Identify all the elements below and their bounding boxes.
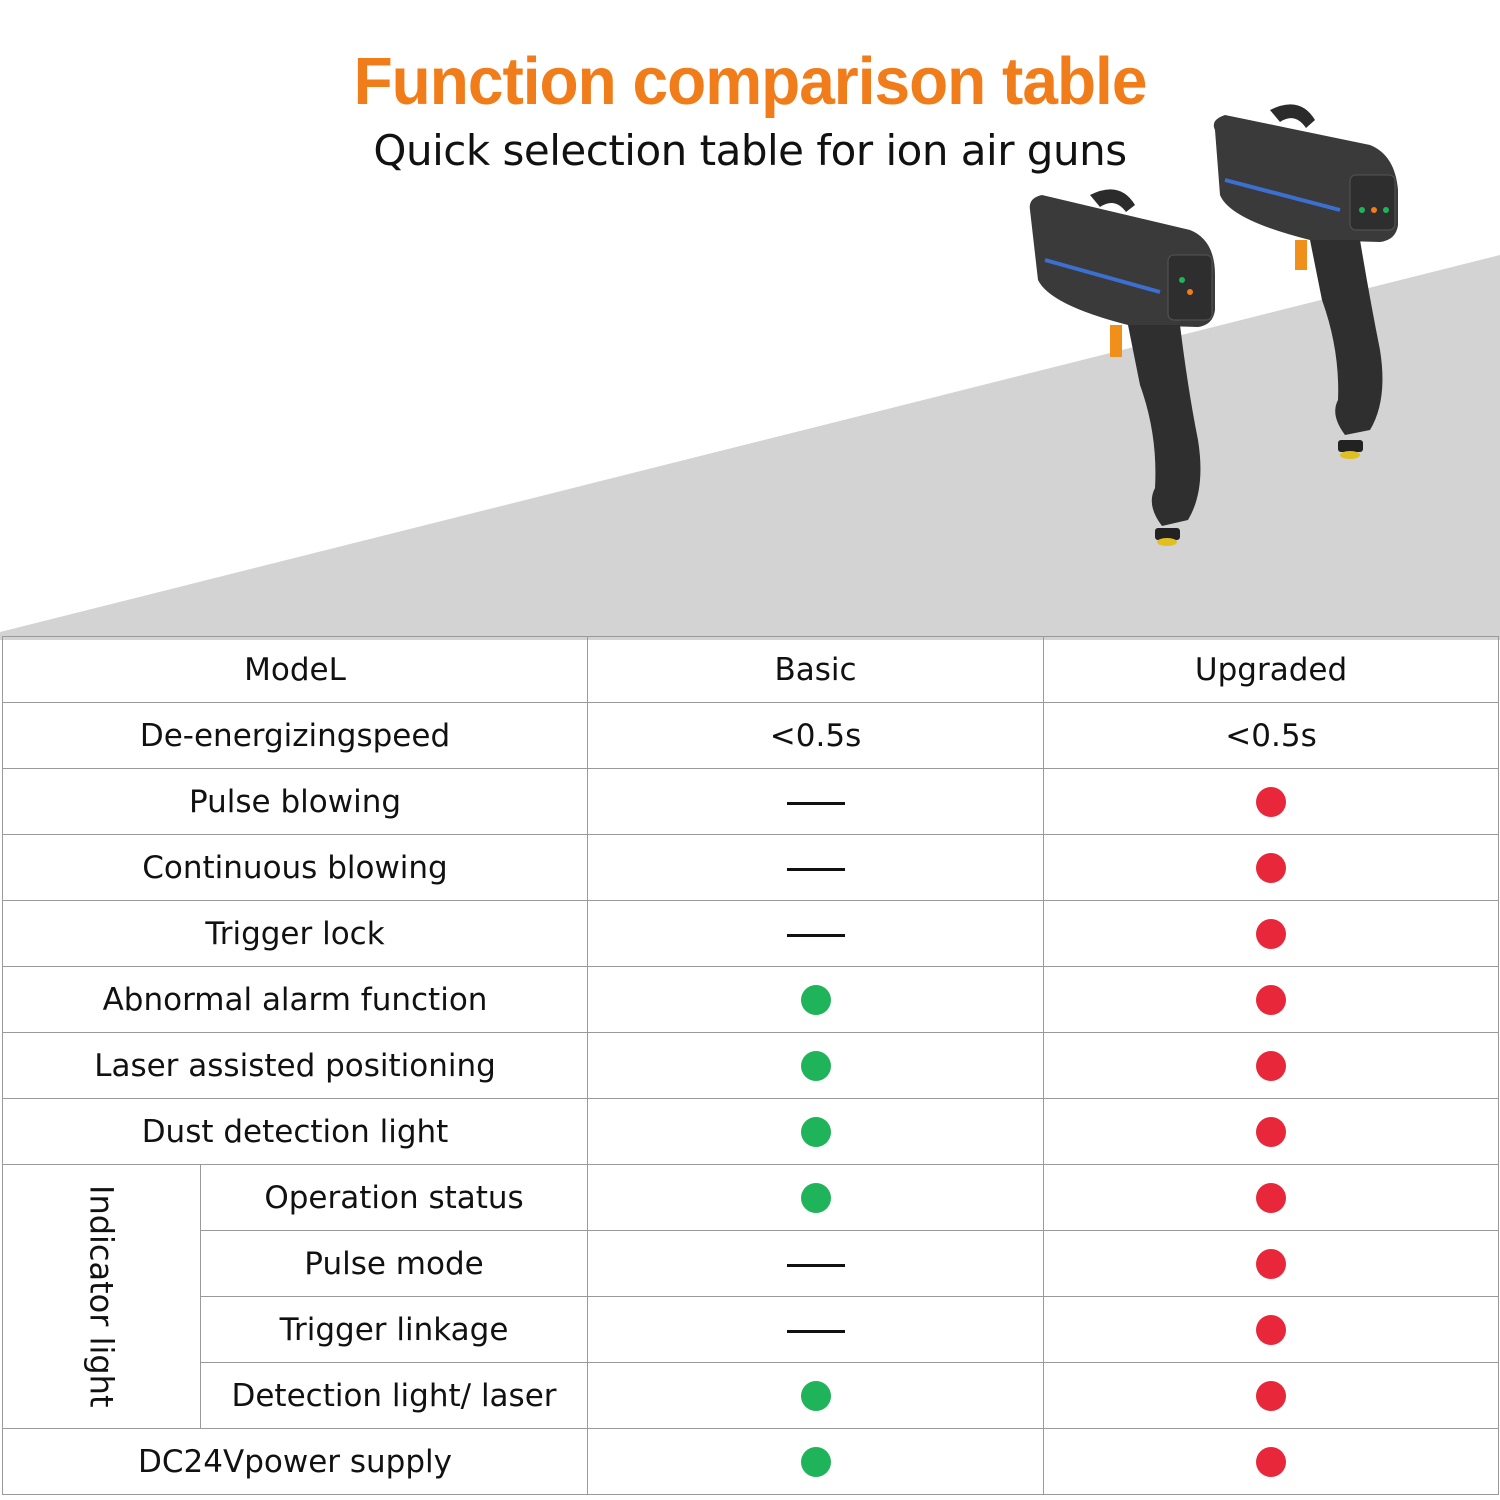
red-dot-icon (1256, 1117, 1286, 1147)
table-row (3, 1297, 1499, 1363)
table-cell (1044, 835, 1499, 901)
table-row (3, 703, 1499, 769)
table-row (3, 1099, 1499, 1165)
red-dot-icon (1256, 1051, 1286, 1081)
table-header-row (3, 637, 1499, 703)
header-basic-text: Basic (774, 651, 857, 688)
row-label (3, 967, 588, 1033)
row-label (201, 1165, 588, 1231)
row-label-text: Continuous blowing (142, 849, 448, 886)
table-cell (588, 835, 1044, 901)
dash-icon (787, 1264, 845, 1267)
table-cell (1044, 769, 1499, 835)
table-cell (1044, 1033, 1499, 1099)
table-row (3, 835, 1499, 901)
cell-value: <0.5s (769, 717, 862, 754)
table-row (3, 1165, 1499, 1231)
table-cell (1044, 1297, 1499, 1363)
table-cell (1044, 901, 1499, 967)
table-row (3, 1033, 1499, 1099)
green-dot-icon (801, 985, 831, 1015)
red-dot-icon (1256, 1249, 1286, 1279)
table-cell (588, 1297, 1044, 1363)
red-dot-icon (1256, 1183, 1286, 1213)
table-cell (588, 703, 1044, 769)
row-label-text: Pulse mode (304, 1245, 484, 1282)
table-row (3, 1231, 1499, 1297)
red-dot-icon (1256, 1381, 1286, 1411)
table-cell (588, 1363, 1044, 1429)
table-cell (588, 1033, 1044, 1099)
table-cell (588, 1429, 1044, 1495)
row-label (201, 1297, 588, 1363)
row-label-text: Trigger lock (205, 915, 385, 952)
page-subtitle: Quick selection table for ion air guns (373, 126, 1127, 175)
header-upgraded-text: Upgraded (1194, 651, 1348, 688)
header-model-text: ModeL (244, 651, 346, 688)
table-cell (1044, 1429, 1499, 1495)
indicator-group-text: Indicator light (82, 1185, 121, 1408)
row-label (3, 1429, 588, 1495)
cell-value: <0.5s (1225, 717, 1317, 754)
table-cell (588, 769, 1044, 835)
green-dot-icon (801, 1117, 831, 1147)
dash-icon (787, 1330, 845, 1333)
red-dot-icon (1256, 919, 1286, 949)
table-cell (588, 901, 1044, 967)
table-row (3, 901, 1499, 967)
red-dot-icon (1256, 1315, 1286, 1345)
row-label-text: Pulse blowing (188, 783, 402, 820)
table-cell (588, 967, 1044, 1033)
row-label (3, 1099, 588, 1165)
row-label (3, 769, 588, 835)
row-label (201, 1363, 588, 1429)
row-label-text: Abnormal alarm function (102, 981, 488, 1018)
row-label-text: Dust detection light (141, 1113, 449, 1150)
green-dot-icon (801, 1447, 831, 1477)
green-dot-icon (801, 1381, 831, 1411)
row-label-text: Trigger linkage (279, 1311, 509, 1348)
table-cell (1044, 1231, 1499, 1297)
header-upgraded (1044, 637, 1499, 703)
table-cell (1044, 1165, 1499, 1231)
row-label-text: Operation status (264, 1179, 524, 1216)
red-dot-icon (1256, 1447, 1286, 1477)
table-cell (1044, 1363, 1499, 1429)
row-label-text: De-energizingspeed (139, 717, 451, 754)
red-dot-icon (1256, 787, 1286, 817)
row-label (201, 1231, 588, 1297)
table-row (3, 769, 1499, 835)
header-model (3, 637, 588, 703)
comparison-table (2, 636, 1499, 1495)
table-cell (1044, 703, 1499, 769)
table-cell (588, 1165, 1044, 1231)
row-label-text: Detection light/ laser (231, 1377, 557, 1414)
red-dot-icon (1256, 985, 1286, 1015)
dash-icon (787, 868, 845, 871)
row-label-text: DC24Vpower supply (138, 1443, 452, 1480)
indicator-group-label (3, 1165, 201, 1429)
dash-icon (787, 802, 845, 805)
table-row (3, 967, 1499, 1033)
red-dot-icon (1256, 853, 1286, 883)
row-label (3, 1033, 588, 1099)
table-row (3, 1363, 1499, 1429)
header-basic (588, 637, 1044, 703)
row-label (3, 901, 588, 967)
row-label (3, 703, 588, 769)
table-row (3, 1429, 1499, 1495)
table-cell (1044, 1099, 1499, 1165)
green-dot-icon (801, 1183, 831, 1213)
row-label (3, 835, 588, 901)
table-cell (588, 1231, 1044, 1297)
table-cell (1044, 967, 1499, 1033)
page-title: Function comparison table (353, 43, 1147, 119)
dash-icon (787, 934, 845, 937)
table-cell (588, 1099, 1044, 1165)
green-dot-icon (801, 1051, 831, 1081)
row-label-text: Laser assisted positioning (94, 1047, 496, 1084)
ion-air-gun-icon (1010, 100, 1500, 560)
